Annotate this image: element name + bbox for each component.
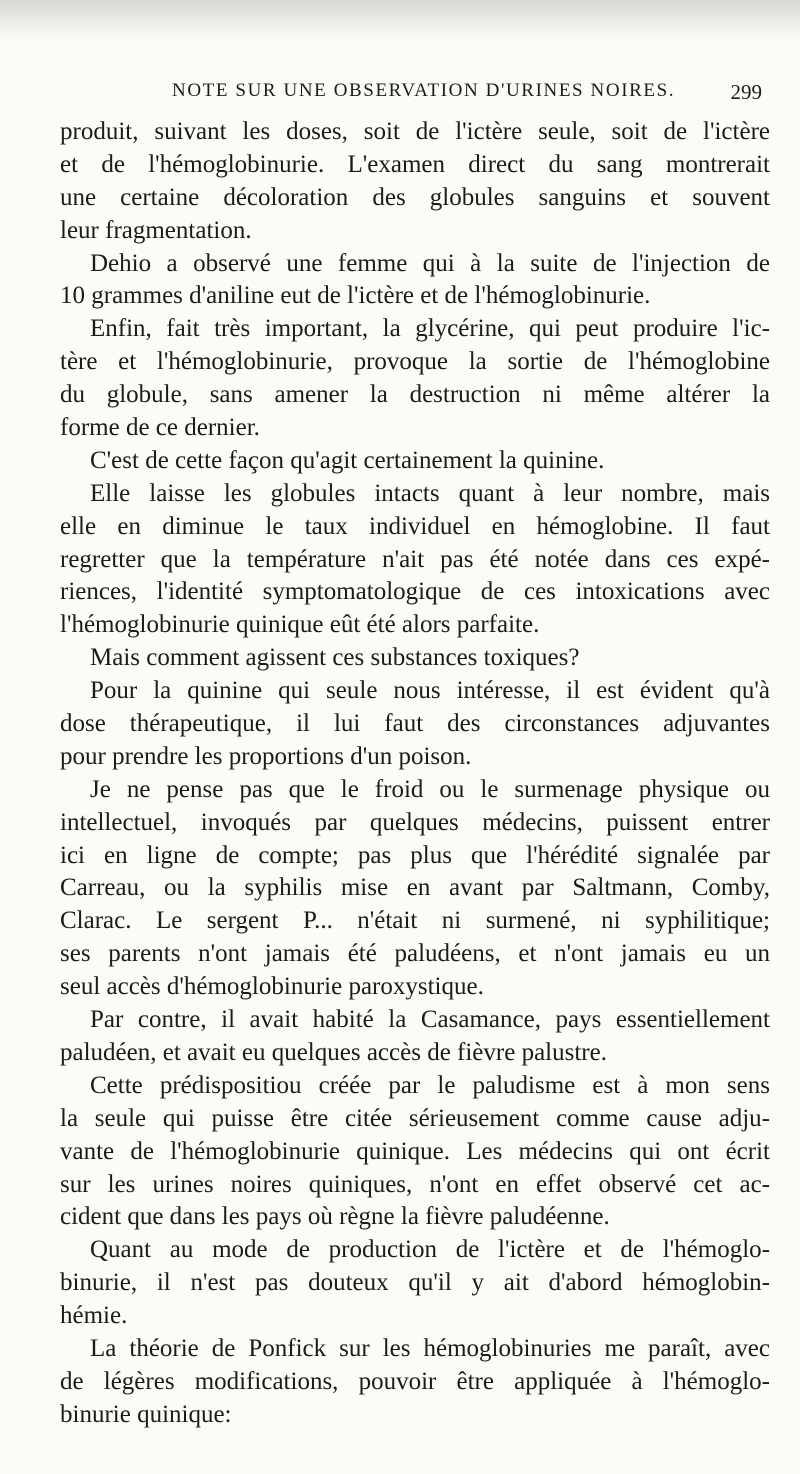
text-line: dose thérapeutique, il lui faut des circonstances adjuvantes [60,710,770,738]
text-line: paludéen, et avait eu quelques accès de fièvre palustre. [60,1038,607,1066]
text-line: produit, suivant les doses, soit de l'ictère seule, soit de l'ictère [60,118,770,145]
text-line: seul accès d'hémoglobinurie paroxystique. [60,973,484,1001]
text-line: ici en ligne de compte; pas plus que l'hérédité signalée par [60,841,770,869]
running-head-title: NOTE SUR UNE OBSERVATION D'URINES NOIRES. [172,80,676,101]
text-line: elle en diminue le taux individuel en hémoglobine. Il faut [60,512,770,540]
text-line: sur les urines noires quiniques, n'ont en effet observé cet ac- [60,1170,770,1198]
text-line: intellectuel, invoqués par quelques médecins, puissent entrer [60,808,770,836]
text-line: Elle laisse les globules intacts quant à leur nombre, mais [90,479,770,507]
text-line: une certaine décoloration des globules sanguins et souvent [60,183,770,211]
text-line: La théorie de Ponfick sur les hémoglobinuries me paraît, avec [90,1334,770,1362]
text-line: cident que dans les pays où règne la fièvre paludéenne. [60,1203,610,1231]
text-line: forme de ce dernier. [60,414,260,442]
text-line: Je ne pense pas que le froid ou le surmenage physique ou [90,775,770,803]
text-line: C'est de cette façon qu'agit certainement la quinine. [90,446,605,474]
running-head [60,80,762,110]
text-line: Carreau, ou la syphilis mise en avant par Saltmann, Comby, [60,874,770,902]
text-line: et de l'hémoglobinurie. L'examen direct du sang montrerait [60,150,770,178]
page-number: 299 [730,80,762,104]
text-line: Cette prédispositiou créée par le paludisme est à mon sens [90,1071,770,1099]
text-line: vante de l'hémoglobinurie quinique. Les médecins qui ont écrit [60,1137,770,1165]
text-line: pour prendre les proportions d'un poison. [60,742,472,770]
page-top-shading [0,0,800,40]
text-line: binurie quinique: [60,1400,232,1428]
text-line: tère et l'hémoglobinurie, provoque la sortie de l'hémoglobine [60,348,770,376]
text-line: Pour la quinine qui seule nous intéresse, il est évident qu'à [90,677,770,705]
text-line: Dehio a observé une femme qui à la suite de l'injection de [90,249,770,277]
text-line: Enfin, fait très important, la glycérine, qui peut produire l'ic- [90,315,770,343]
text-line: 10 grammes d'aniline eut de l'ictère et de l'hémoglobinurie. [60,282,651,310]
text-line: Clarac. Le sergent P... n'était ni surmené, ni syphilitique; [60,907,770,935]
text-line: riences, l'identité symptomatologique de ces intoxications avec [60,578,770,606]
text-line: leur fragmentation. [60,216,252,244]
text-line: regretter que la température n'ait pas été notée dans ces expé- [60,545,770,573]
text-line: l'hémoglobinurie quinique eût été alors parfaite. [60,611,540,639]
text-line: binurie, il n'est pas douteux qu'il y ait d'abord hémoglobin- [60,1269,770,1297]
body-text [60,116,770,1432]
text-line: Par contre, il avait habité la Casamance, pays essentiellement [90,1006,770,1034]
text-line: du globule, sans amener la destruction ni même altérer la [60,381,770,409]
text-line: de légères modifications, pouvoir être appliquée à l'hémoglo- [60,1367,770,1395]
text-line: Quant au mode de production de l'ictère et de l'hémoglo- [90,1236,770,1264]
text-line: la seule qui puisse être citée sérieusement comme cause adju- [60,1104,770,1132]
text-line: hémie. [60,1302,128,1330]
text-line: ses parents n'ont jamais été paludéens, et n'ont jamais eu un [60,940,770,968]
text-line: Mais comment agissent ces substances toxiques? [90,644,580,672]
